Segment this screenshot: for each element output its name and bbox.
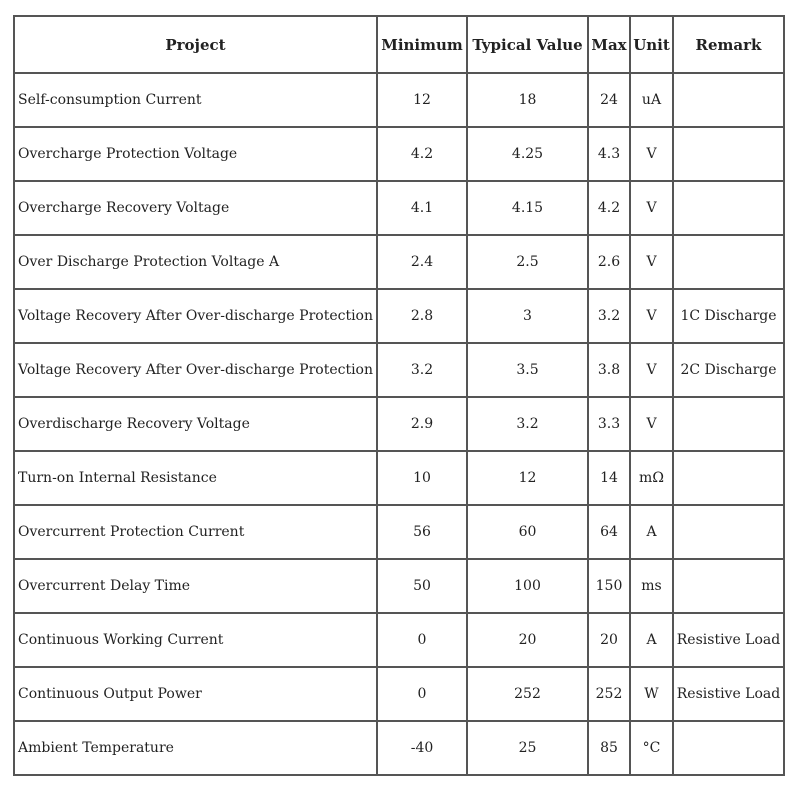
cell-typical-value: 4.15 — [467, 181, 588, 235]
cell-minimum: -40 — [377, 721, 467, 775]
cell-max: 150 — [588, 559, 630, 613]
table-row — [14, 397, 784, 451]
cell-minimum: 12 — [377, 73, 467, 127]
cell-remark — [673, 73, 784, 127]
table-row — [14, 235, 784, 289]
cell-project: Turn-on Internal Resistance — [14, 451, 377, 505]
cell-unit: mΩ — [630, 451, 673, 505]
cell-project: Overcharge Recovery Voltage — [14, 181, 377, 235]
cell-unit: V — [630, 343, 673, 397]
cell-typical-value: 3.5 — [467, 343, 588, 397]
table-row — [14, 721, 784, 775]
cell-unit: uA — [630, 73, 673, 127]
cell-max: 3.8 — [588, 343, 630, 397]
cell-minimum: 10 — [377, 451, 467, 505]
cell-max: 3.3 — [588, 397, 630, 451]
spec-table — [13, 15, 785, 776]
cell-remark: Resistive Load — [673, 613, 784, 667]
table-row — [14, 289, 784, 343]
cell-typical-value: 20 — [467, 613, 588, 667]
cell-unit: °C — [630, 721, 673, 775]
cell-minimum: 2.8 — [377, 289, 467, 343]
table-row — [14, 505, 784, 559]
cell-minimum: 3.2 — [377, 343, 467, 397]
table-header — [14, 16, 784, 73]
cell-typical-value: 4.25 — [467, 127, 588, 181]
cell-max: 24 — [588, 73, 630, 127]
cell-unit: V — [630, 397, 673, 451]
table-row — [14, 613, 784, 667]
cell-remark — [673, 559, 784, 613]
table-row — [14, 667, 784, 721]
cell-max: 64 — [588, 505, 630, 559]
header-minimum: Minimum — [377, 16, 467, 73]
cell-unit: V — [630, 235, 673, 289]
cell-project: Continuous Output Power — [14, 667, 377, 721]
cell-minimum: 0 — [377, 613, 467, 667]
cell-minimum: 56 — [377, 505, 467, 559]
cell-typical-value: 100 — [467, 559, 588, 613]
cell-unit: W — [630, 667, 673, 721]
cell-remark: 2C Discharge — [673, 343, 784, 397]
cell-project: Overcurrent Delay Time — [14, 559, 377, 613]
table-row — [14, 559, 784, 613]
cell-project: Voltage Recovery After Over-discharge Protection — [14, 289, 377, 343]
cell-max: 2.6 — [588, 235, 630, 289]
cell-project: Overcurrent Protection Current — [14, 505, 377, 559]
table-row — [14, 343, 784, 397]
cell-max: 20 — [588, 613, 630, 667]
cell-max: 4.2 — [588, 181, 630, 235]
cell-typical-value: 2.5 — [467, 235, 588, 289]
cell-typical-value: 12 — [467, 451, 588, 505]
table-row — [14, 451, 784, 505]
cell-minimum: 2.9 — [377, 397, 467, 451]
cell-unit: V — [630, 127, 673, 181]
cell-project: Continuous Working Current — [14, 613, 377, 667]
table-row — [14, 181, 784, 235]
cell-remark — [673, 397, 784, 451]
cell-minimum: 4.1 — [377, 181, 467, 235]
table-row — [14, 127, 784, 181]
header-unit: Unit — [630, 16, 673, 73]
cell-project: Self-consumption Current — [14, 73, 377, 127]
cell-project: Ambient Temperature — [14, 721, 377, 775]
cell-unit: V — [630, 181, 673, 235]
header-remark: Remark — [673, 16, 784, 73]
cell-typical-value: 18 — [467, 73, 588, 127]
cell-typical-value: 60 — [467, 505, 588, 559]
cell-remark: 1C Discharge — [673, 289, 784, 343]
cell-minimum: 50 — [377, 559, 467, 613]
cell-max: 85 — [588, 721, 630, 775]
cell-project: Overdischarge Recovery Voltage — [14, 397, 377, 451]
cell-typical-value: 3.2 — [467, 397, 588, 451]
table-body — [14, 73, 784, 775]
header-typical-value: Typical Value — [467, 16, 588, 73]
cell-remark — [673, 127, 784, 181]
cell-project: Voltage Recovery After Over-discharge Protection — [14, 343, 377, 397]
cell-max: 3.2 — [588, 289, 630, 343]
cell-max: 4.3 — [588, 127, 630, 181]
cell-unit: A — [630, 505, 673, 559]
cell-remark — [673, 721, 784, 775]
cell-max: 252 — [588, 667, 630, 721]
cell-typical-value: 252 — [467, 667, 588, 721]
cell-unit: A — [630, 613, 673, 667]
cell-remark — [673, 235, 784, 289]
cell-typical-value: 25 — [467, 721, 588, 775]
cell-unit: V — [630, 289, 673, 343]
cell-minimum: 4.2 — [377, 127, 467, 181]
header-max: Max — [588, 16, 630, 73]
cell-remark — [673, 505, 784, 559]
header-row — [14, 16, 784, 73]
cell-project: Overcharge Protection Voltage — [14, 127, 377, 181]
cell-max: 14 — [588, 451, 630, 505]
cell-project: Over Discharge Protection Voltage A — [14, 235, 377, 289]
cell-unit: ms — [630, 559, 673, 613]
cell-typical-value: 3 — [467, 289, 588, 343]
cell-minimum: 2.4 — [377, 235, 467, 289]
cell-remark: Resistive Load — [673, 667, 784, 721]
cell-remark — [673, 181, 784, 235]
cell-minimum: 0 — [377, 667, 467, 721]
cell-remark — [673, 451, 784, 505]
table-row — [14, 73, 784, 127]
header-project: Project — [14, 16, 377, 73]
